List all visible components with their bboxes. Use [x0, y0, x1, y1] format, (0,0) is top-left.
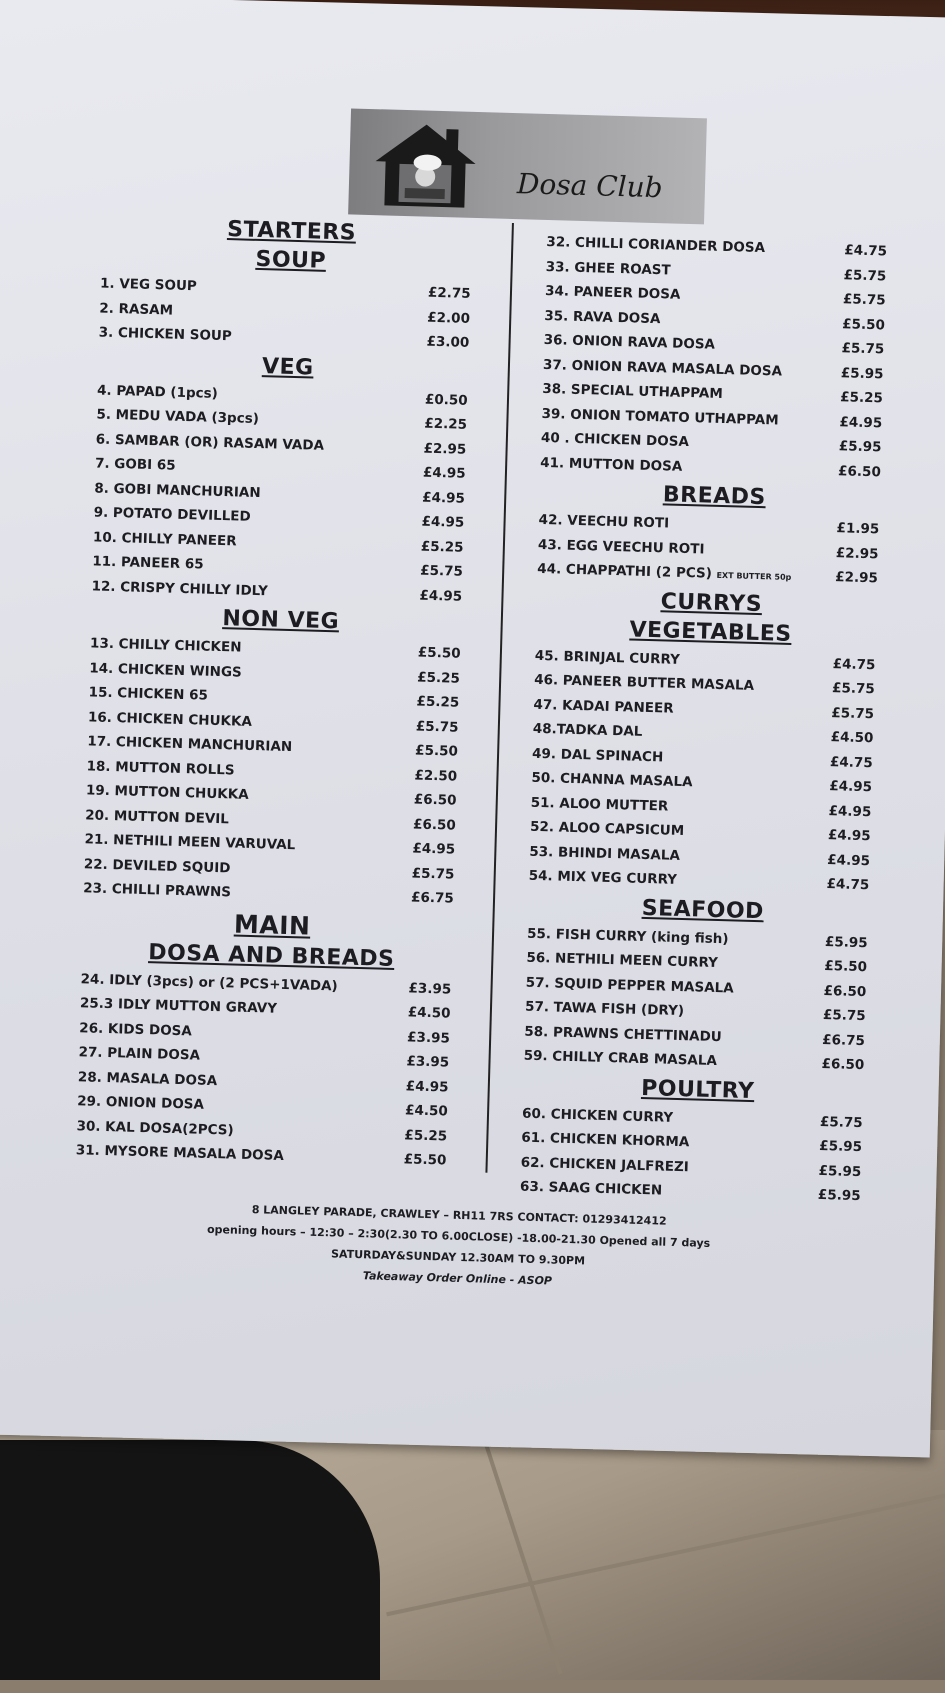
menu-item-name-text: 51. ALOO MUTTER	[530, 794, 669, 815]
menu-item-name	[94, 480, 261, 501]
menu-item-name	[530, 819, 685, 839]
menu-item-name	[545, 283, 681, 303]
menu-item-name-text: 54. MIX VEG CURRY	[528, 867, 678, 889]
menu-item-price: £5.50	[417, 644, 461, 662]
menu-item-price: £5.75	[419, 562, 464, 581]
menu-item-price: £3.00	[426, 333, 470, 352]
menu-item-price: £4.95	[405, 1078, 449, 1096]
section-heading: SOUP	[255, 246, 327, 274]
menu-item-name	[93, 529, 237, 549]
menu-item-name-text: 59. CHILLY CRAB MASALA	[523, 1047, 718, 1070]
menu-item-name-text: 44. CHAPPATHI (2 PCS)	[537, 561, 713, 582]
menu-item-name-text: 63. SAAG CHICKEN	[519, 1178, 663, 1199]
menu-item-name-text: 17. CHICKEN MANCHURIAN	[87, 733, 293, 756]
menu-item-name	[527, 925, 729, 947]
footer-weekend-hours: SATURDAY&SUNDAY 12.30AM TO 9.30PM	[330, 1247, 586, 1268]
menu-item-name	[540, 455, 682, 475]
menu-item-name-text: 19. MUTTON CHUKKA	[85, 782, 249, 804]
menu-item-name-text: 22. DEVILED SQUID	[83, 856, 231, 877]
menu-item-price: £2.25	[424, 415, 468, 434]
menu-item-name-text: 49. DAL SPINACH	[531, 745, 664, 766]
menu-item-price: £6.50	[412, 816, 457, 834]
menu-item-name	[522, 1105, 674, 1125]
menu-item-price: £5.75	[831, 680, 875, 698]
menu-item-name	[76, 1118, 234, 1138]
house-chef-icon	[364, 117, 487, 212]
menu-item-price: £5.95	[824, 933, 868, 951]
menu-item-price: £4.50	[407, 1004, 451, 1022]
menu-item-name-text: 57. TAWA FISH (DRY)	[524, 998, 685, 1020]
menu-item-name-text: 62. CHICKEN JALFREZI	[520, 1154, 690, 1176]
menu-item-price: £5.75	[822, 1007, 866, 1025]
menu-item-name-text: 9. POTATO DEVILLED	[93, 504, 251, 526]
menu-item-name	[97, 382, 218, 401]
menu-item-name	[87, 734, 292, 756]
section-heading: NON VEG	[222, 606, 340, 635]
menu-item-name-text: 25.3 IDLY MUTTON GRAVY	[79, 995, 278, 1017]
menu-item-price: £4.95	[827, 827, 871, 845]
menu-item-name	[533, 721, 643, 740]
menu-item-price: £4.95	[828, 802, 872, 821]
menu-item-name-text: 38. SPECIAL UTHAPPAM	[542, 381, 723, 403]
menu-item-name	[535, 648, 680, 668]
menu-item-name-text: 21. NETHILI MEEN VARUVAL	[84, 831, 296, 854]
menu-item-price: £4.50	[830, 729, 874, 747]
menu-item-price: £6.50	[823, 982, 867, 1000]
menu-item-price: £5.75	[842, 291, 886, 309]
menu-item-name	[528, 868, 677, 888]
menu-item-name-text: 26. KIDS DOSA	[79, 1019, 193, 1040]
menu-item-name	[531, 795, 669, 815]
menu-item-name-text: 52. ALOO CAPSICUM	[529, 818, 685, 840]
menu-item-name-text: 58. PRAWNS CHETTINADU	[524, 1023, 722, 1045]
menu-item-name-text: 18. MUTTON ROLLS	[86, 758, 235, 779]
menu-item-name	[89, 660, 242, 680]
menu-item-name-text: 20. MUTTON DEVIL	[85, 807, 230, 828]
menu-item-name-text: 23. CHILLI PRAWNS	[82, 880, 232, 901]
menu-item-price: £4.75	[826, 876, 870, 894]
menu-item-price: £5.50	[403, 1151, 447, 1169]
menu-item-price: £3.95	[406, 1053, 450, 1071]
menu-item-price: £0.50	[424, 391, 468, 409]
menu-item-price: £2.95	[423, 440, 467, 458]
menu-item-name	[537, 561, 792, 584]
menu-item-name-text: 10. CHILLY PANEER	[92, 529, 237, 550]
menu-item-name	[538, 512, 669, 532]
menu-item-name	[541, 430, 689, 450]
menu-item-name	[85, 807, 229, 827]
footer-takeaway: Takeaway Order Online - ASOP	[362, 1269, 553, 1288]
menu-item-name-text: 13. CHILLY CHICKEN	[89, 635, 242, 656]
logo-banner	[348, 108, 707, 224]
menu-item-name	[84, 832, 295, 854]
menu-item-name-text: 29. ONION DOSA	[77, 1093, 205, 1113]
menu-item-name-text: 61. CHICKEN KHORMA	[521, 1129, 690, 1151]
menu-item-name	[78, 1044, 200, 1063]
logo-name: Dosa Club	[516, 167, 664, 205]
menu-item-price: £4.95	[827, 851, 871, 869]
menu-item-name	[93, 505, 250, 525]
menu-item-name-text: 45. BRINJAL CURRY	[534, 647, 681, 668]
menu-item-name-text: 46. PANEER BUTTER MASALA	[533, 672, 755, 695]
menu-item-price: £4.95	[421, 513, 465, 532]
menu-item-price: £5.75	[843, 267, 887, 285]
section-heading: STARTERS	[226, 217, 357, 246]
menu-item-name	[78, 1069, 218, 1089]
menu-item-name	[77, 1093, 204, 1113]
menu-item-note: EXT BUTTER 50p	[716, 571, 792, 583]
menu-item-name-text: 2. RASAM	[99, 300, 174, 319]
menu-item-name	[541, 406, 778, 429]
menu-item-price: £4.95	[412, 840, 456, 858]
menu-item-name	[538, 537, 705, 558]
section-heading: BREADS	[662, 482, 767, 511]
menu-item-name	[76, 1142, 284, 1164]
menu-item-name	[546, 234, 765, 256]
menu-item-name	[92, 554, 204, 573]
menu-item-name-text: 48.TADKA DAL	[532, 721, 643, 741]
menu-item-name	[523, 1048, 717, 1069]
menu-item-price: £4.95	[829, 778, 873, 796]
menu-item-name-text: 11. PANEER 65	[92, 553, 204, 573]
menu-item-price: £5.75	[411, 865, 455, 883]
menu-item-name	[521, 1130, 689, 1151]
menu-item-name-text: 39. ONION TOMATO UTHAPPAM	[541, 405, 779, 429]
menu-item-name-text: 47. KADAI PANEER	[533, 696, 674, 717]
menu-item-name	[526, 974, 734, 996]
menu-item-price: £3.95	[408, 980, 452, 998]
menu-item-name-text: 33. GHEE ROAST	[545, 258, 671, 279]
menu-item-name	[86, 783, 249, 804]
menu-item-name	[88, 685, 208, 704]
menu-item-price: £5.75	[841, 340, 885, 358]
menu-item-price: £5.95	[818, 1162, 862, 1180]
menu-item-price: £5.95	[840, 365, 884, 383]
menu-item-name	[100, 276, 197, 295]
menu-item-name	[95, 456, 176, 474]
menu-item-name	[524, 1023, 722, 1045]
menu-item-name	[83, 881, 231, 901]
menu-item-name-text: 3. CHICKEN SOUP	[98, 324, 232, 345]
menu-item-name-text: 55. FISH CURRY (king fish)	[526, 925, 729, 948]
menu-item-price: £5.25	[404, 1127, 448, 1145]
menu-item-name-text: 32. CHILLI CORIANDER DOSA	[546, 234, 766, 257]
menu-item-name	[84, 856, 231, 876]
menu-item-price: £5.95	[838, 438, 882, 456]
menu-item-name-text: 43. EGG VEECHU ROTI	[537, 536, 705, 558]
menu-item-name-text: 14. CHICKEN WINGS	[89, 660, 242, 681]
menu-item-price: £4.75	[829, 753, 873, 772]
menu-item-price: £5.50	[414, 742, 459, 760]
menu-item-name-text: 50. CHANNA MASALA	[531, 770, 693, 791]
menu-item-price: £5.95	[817, 1187, 861, 1205]
menu-item-price: £4.95	[419, 587, 463, 605]
column-divider	[485, 223, 514, 1173]
menu-item-price: £5.75	[415, 718, 459, 736]
menu-item-name-text: 36. ONION RAVA DOSA	[543, 332, 716, 353]
menu-item-name	[525, 999, 684, 1019]
menu-item-price: £4.95	[422, 489, 466, 507]
menu-item-price: £6.50	[413, 791, 457, 809]
menu-item-name-text: 31. MYSORE MASALA DOSA	[75, 1142, 285, 1165]
menu-item-price: £5.50	[824, 958, 868, 976]
menu-item-name-text: 1. VEG SOUP	[99, 275, 198, 295]
section-heading: SEAFOOD	[641, 895, 765, 924]
menu-item-name-text: 40 . CHICKEN DOSA	[540, 430, 690, 451]
menu-item-name	[80, 996, 277, 1017]
menu-item-name-text: 37. ONION RAVA MASALA DOSA	[542, 356, 783, 380]
menu-item-name-text: 41. MUTTON DOSA	[540, 454, 683, 475]
menu-item-price: £3.95	[406, 1029, 451, 1047]
menu-item-price: £6.75	[410, 889, 454, 907]
section-heading: MAIN	[233, 909, 311, 941]
menu-item-price: £2.95	[834, 569, 879, 587]
menu-item-name	[520, 1179, 663, 1199]
menu-item-name-text: 24. IDLY (3pcs) or (2 PCS+1VADA)	[80, 971, 338, 995]
menu-item-price: £5.25	[839, 389, 884, 407]
menu-item-price: £2.00	[427, 309, 471, 327]
menu-item-name	[98, 325, 232, 345]
menu-item-name	[520, 1154, 689, 1175]
menu-item-price: £1.95	[836, 520, 880, 538]
menu-item-name-text: 42. VEECHU ROTI	[538, 512, 670, 532]
menu-item-name-text: 12. CRISPY CHILLY IDLY	[91, 578, 269, 600]
menu-item-price: £4.50	[404, 1102, 449, 1120]
menu-item-price: £5.75	[831, 704, 875, 723]
menu-item-price: £5.75	[819, 1113, 863, 1131]
menu-item-name	[543, 357, 783, 380]
menu-item-name	[80, 971, 337, 994]
menu-item-name	[532, 746, 664, 766]
menu-item-price: £4.95	[839, 413, 883, 432]
menu-item-price: £6.75	[822, 1031, 866, 1049]
menu-item-price: £4.75	[844, 242, 888, 260]
menu-item-name-text: 34. PANEER DOSA	[544, 283, 681, 303]
menu-item-price: £4.95	[422, 464, 466, 483]
menu-item-name-text: 28. MASALA DOSA	[77, 1068, 218, 1089]
menu-item-name	[96, 407, 259, 428]
menu-item-name	[546, 259, 671, 278]
menu-item-name	[542, 381, 723, 402]
menu-item-name	[529, 843, 680, 863]
footer-address: 8 LANGLEY PARADE, CRAWLEY – RH11 7RS CONTACT: 01293412412	[251, 1203, 667, 1228]
section-heading: DOSA AND BREADS	[147, 939, 395, 972]
menu-item-price: £6.50	[821, 1056, 865, 1074]
menu-column-right	[520, 230, 897, 1209]
menu-column-left	[76, 210, 482, 1174]
menu-item-name-text: 56. NETHILI MEEN CURRY	[526, 949, 719, 972]
menu-item-name-text: 35. RAVA DOSA	[544, 307, 661, 327]
menu-item-name	[99, 300, 173, 318]
menu-item-name	[534, 672, 754, 694]
menu-item-name	[90, 636, 242, 656]
menu-item-price: £4.75	[832, 655, 876, 674]
menu-item-name-text: 15. CHICKEN 65	[88, 684, 209, 704]
menu-item-price: £2.50	[414, 767, 458, 785]
menu-item-name-text: 5. MEDU VADA (3pcs)	[96, 406, 260, 428]
menu-item-name	[544, 308, 660, 327]
menu-item-price: £2.95	[835, 544, 879, 563]
menu-item-name	[91, 578, 268, 599]
menu-item-name-text: 30. KAL DOSA(2PCS)	[76, 1117, 234, 1139]
footer-opening-hours: opening hours – 12:30 – 2:30(2.30 TO 6.00CLOSE) -18.00-21.30 Opened all 7 days	[206, 1222, 711, 1250]
menu-item-name-text: 53. BHINDI MASALA	[529, 843, 681, 864]
menu-item-name	[96, 431, 325, 453]
menu-item-name-text: 16. CHICKEN CHUKKA	[87, 709, 253, 730]
menu-item-name-text: 8. GOBI MANCHURIAN	[94, 480, 261, 501]
section-heading: POULTRY	[640, 1075, 755, 1104]
menu-item-price: £5.25	[420, 538, 464, 556]
menu-item-price: £6.50	[837, 462, 882, 481]
menu-item-price: £5.50	[842, 316, 886, 334]
menu-item-price: £5.25	[416, 693, 460, 711]
footer-info	[102, 1195, 814, 1299]
menu-item-name-text: 27. PLAIN DOSA	[78, 1044, 201, 1064]
menu-item-name	[526, 950, 718, 971]
section-heading: VEG	[261, 353, 314, 381]
menu-item-name-text: 4. PAPAD (1pcs)	[96, 382, 219, 402]
menu-item-name	[533, 697, 674, 717]
menu-item-name	[79, 1020, 192, 1039]
menu-item-name	[543, 332, 715, 353]
section-heading: CURRYS	[660, 588, 763, 617]
menu-item-name	[531, 770, 693, 790]
section-heading: VEGETABLES	[629, 616, 792, 647]
menu-item-price: £2.75	[427, 284, 471, 303]
menu-item-name	[88, 709, 252, 730]
menu-item-price: £5.95	[819, 1138, 863, 1156]
menu-item-name-text: 7. GOBI 65	[94, 455, 176, 474]
menu-item-name-text: 60. CHICKEN CURRY	[521, 1105, 674, 1126]
menu-item-name	[86, 758, 234, 778]
menu-item-price: £5.25	[416, 669, 461, 687]
menu-item-name-text: 6. SAMBAR (OR) RASAM VADA	[95, 431, 325, 454]
menu-item-name-text: 57. SQUID PEPPER MASALA	[525, 974, 734, 997]
